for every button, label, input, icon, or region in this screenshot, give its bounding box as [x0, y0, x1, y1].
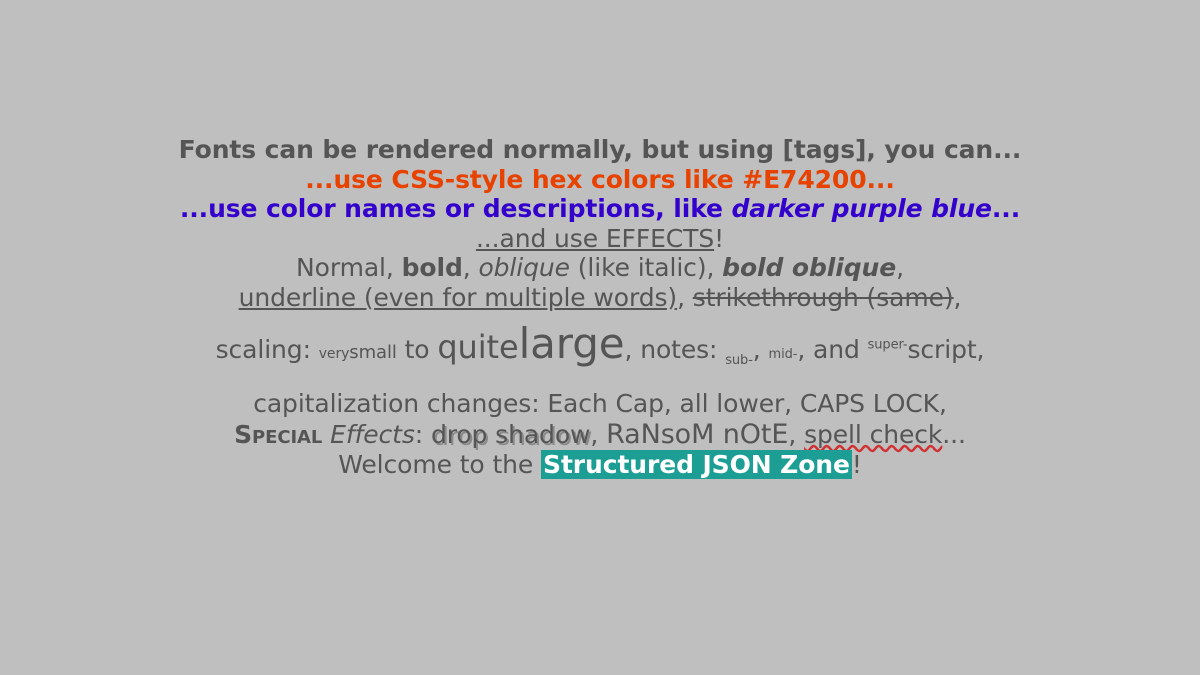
strikethrough-sample: strikethrough (same) [692, 282, 954, 312]
midscript-sample: mid- [768, 347, 798, 362]
notes-sep-1: , [752, 335, 769, 364]
strikethrough-end: , [953, 282, 962, 312]
line-capitalization: capitalization changes: Each Cap, all lower, CAPS LOCK, [253, 389, 947, 418]
styles-oblique: oblique [478, 253, 570, 282]
welcome-prefix: Welcome to the [338, 450, 542, 480]
special-sep-1: , [590, 419, 607, 449]
styles-sep-2: (like italic), [569, 253, 723, 282]
subscript-sample: sub- [725, 353, 753, 368]
spell-check-sample: spell check [804, 419, 943, 449]
color-names-emphasis: darker purple blue [731, 194, 992, 223]
scaling-label: scaling: [215, 335, 319, 364]
color-names-prefix: ...use color names or descriptions, like [179, 194, 732, 223]
styles-bold-oblique: bold oblique [722, 253, 897, 282]
scaling-quite: quite [437, 328, 519, 366]
drop-shadow-sample: drop shadow [430, 419, 591, 449]
demo-text-block [0, 135, 1200, 480]
line-hex-colors [0, 165, 1200, 195]
welcome-suffix: ! [851, 450, 862, 480]
styles-normal: Normal, [296, 253, 402, 282]
special-smallcaps: Special [234, 419, 323, 449]
line-special-effects [0, 419, 1200, 451]
notes-label: , notes: [624, 335, 726, 364]
effects-italic: Effects [330, 419, 415, 449]
hex-line-prefix: ...use CSS-style hex colors like [305, 164, 743, 194]
styles-sep-1: , [462, 253, 479, 282]
line-normal-rendering: Fonts can be rendered normally, but using [tags], you can... [178, 135, 1022, 164]
line-scaling-and-scripts [0, 312, 1200, 375]
line-color-names [0, 194, 1200, 224]
special-space [322, 420, 330, 449]
color-names-suffix: ... [991, 194, 1021, 223]
styles-bold: bold [401, 253, 463, 282]
scaling-large: large [518, 319, 625, 368]
scaling-small: small [349, 342, 397, 363]
notes-sep-2: , and [797, 335, 868, 364]
highlighted-zone-label: Structured JSON Zone [543, 450, 850, 480]
special-colon: : [414, 419, 431, 449]
special-ellipsis: ... [942, 419, 966, 449]
scaling-very: very [318, 346, 350, 362]
scaling-to: to [396, 335, 438, 364]
ransom-note-sample: RaNsoM nOtE [606, 418, 789, 450]
underline-sep: , [677, 282, 693, 312]
hex-color-value: #E74200 [742, 164, 867, 194]
styles-end: , [896, 253, 904, 282]
line-underline-strikethrough [0, 283, 1200, 313]
line-effects-intro [0, 224, 1200, 254]
superscript-sample: super- [867, 337, 908, 353]
underline-sample: underline (even for multiple words) [238, 282, 678, 312]
script-suffix: script, [907, 335, 985, 364]
effects-exclamation: ! [714, 223, 725, 253]
special-sep-2: , [788, 419, 805, 449]
line-font-styles [0, 253, 1200, 283]
hex-line-suffix: ... [866, 164, 895, 194]
effects-underlined-text: ...and use EFFECTS [475, 223, 715, 253]
line-welcome [0, 450, 1200, 480]
